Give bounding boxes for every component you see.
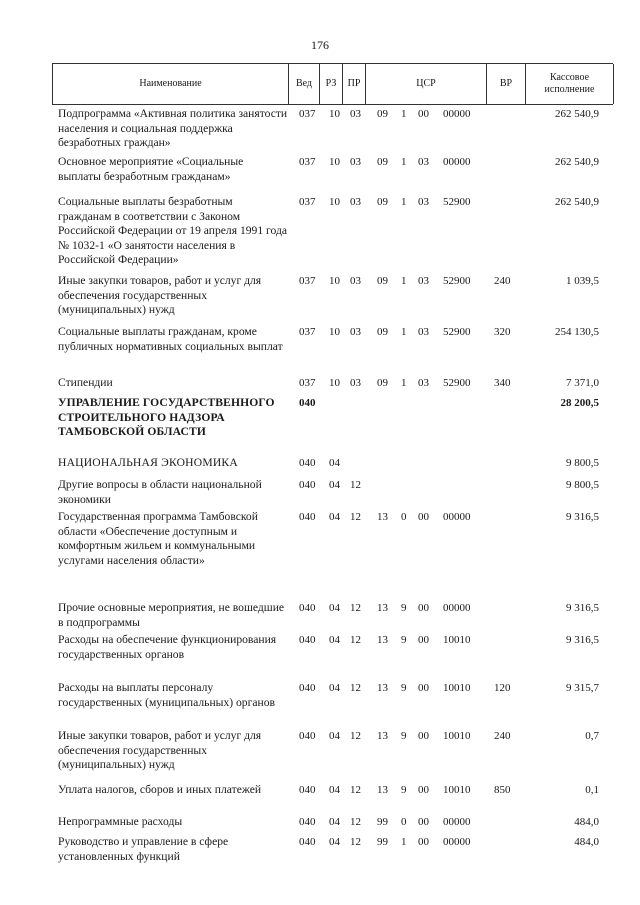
table-row — [52, 783, 613, 815]
cell-amount: 254 130,5 — [555, 326, 599, 338]
cell-c4: 00000 — [443, 511, 471, 523]
cell-vr: 340 — [494, 377, 511, 389]
table-row — [52, 396, 613, 456]
row-name: НАЦИОНАЛЬНАЯ ЭКОНОМИКА — [58, 456, 238, 469]
row-name: Социальные выплаты безработным гражданам в соответствии с Законом Российской Федерации от 19 апреля 1991 года № 1032-1 «О занятости населения в Российской Федерации» — [58, 195, 288, 266]
table-body — [52, 107, 613, 875]
cell-pr: 12 — [350, 602, 361, 614]
row-name: Уплата налогов, сборов и иных платежей — [58, 783, 262, 796]
cell-amount: 9 316,5 — [566, 634, 599, 646]
cell-pr: 03 — [350, 108, 361, 120]
cell-rz: 10 — [329, 326, 340, 338]
cell-c4: 00000 — [443, 108, 471, 120]
cell-c3: 00 — [418, 784, 429, 796]
row-name: Расходы на обеспечение функционирования государственных органов — [58, 633, 277, 661]
cell-c2: 0 — [401, 816, 407, 828]
cell-vr: 850 — [494, 784, 511, 796]
cell-c1: 99 — [377, 836, 388, 848]
cell-ved: 037 — [299, 275, 316, 287]
table-row — [52, 325, 613, 376]
cell-c2: 1 — [401, 836, 407, 848]
cell-rz: 04 — [329, 836, 340, 848]
cell-c3: 00 — [418, 511, 429, 523]
cell-c4: 10010 — [443, 682, 471, 694]
cell-rz: 04 — [329, 682, 340, 694]
header-rz: РЗ — [320, 64, 343, 104]
cell-ved: 037 — [299, 108, 316, 120]
cell-c2: 9 — [401, 602, 407, 614]
row-name: Непрограммные расходы — [58, 815, 183, 828]
cell-rz: 10 — [329, 196, 340, 208]
cell-amount: 9 800,5 — [566, 479, 599, 491]
table-row — [52, 510, 613, 601]
cell-amount: 7 371,0 — [566, 377, 599, 389]
table-row — [52, 478, 613, 510]
table-row — [52, 274, 613, 325]
cell-ved: 040 — [299, 784, 316, 796]
cell-vr: 120 — [494, 682, 511, 694]
cell-c4: 00000 — [443, 816, 471, 828]
cell-rz: 04 — [329, 784, 340, 796]
cell-pr: 03 — [350, 275, 361, 287]
cell-c4: 52900 — [443, 377, 471, 389]
cell-amount: 262 540,9 — [555, 156, 599, 168]
cell-c4: 10010 — [443, 784, 471, 796]
cell-amount: 484,0 — [574, 816, 599, 828]
cell-ved: 037 — [299, 196, 316, 208]
cell-c1: 09 — [377, 156, 388, 168]
cell-c1: 13 — [377, 602, 388, 614]
cell-pr: 03 — [350, 196, 361, 208]
cell-c2: 9 — [401, 682, 407, 694]
row-name: Прочие основные мероприятия, не вошедшие в подпрограммы — [58, 601, 285, 629]
row-name: Государственная программа Тамбовской области «Обеспечение доступным и комфортным жильем и коммунальными услугами населения области» — [58, 510, 258, 567]
table-row — [52, 376, 613, 396]
cell-c2: 1 — [401, 156, 407, 168]
cell-ved: 037 — [299, 326, 316, 338]
row-name: Расходы на выплаты персоналу государственных (муниципальных) органов — [58, 681, 275, 709]
cell-c3: 03 — [418, 156, 429, 168]
cell-c4: 52900 — [443, 196, 471, 208]
cell-rz: 04 — [329, 479, 340, 491]
cell-pr: 12 — [350, 836, 361, 848]
cell-ved: 040 — [299, 602, 316, 614]
cell-c4: 10010 — [443, 730, 471, 742]
cell-pr: 03 — [350, 326, 361, 338]
header-vr: ВР — [487, 64, 526, 104]
cell-rz: 04 — [329, 634, 340, 646]
cell-c1: 09 — [377, 326, 388, 338]
cell-c2: 9 — [401, 730, 407, 742]
cell-pr: 12 — [350, 479, 361, 491]
cell-c1: 13 — [377, 730, 388, 742]
cell-c2: 9 — [401, 784, 407, 796]
cell-c4: 00000 — [443, 156, 471, 168]
cell-c4: 52900 — [443, 326, 471, 338]
row-name: Подпрограмма «Активная политика занятости населения и социальная поддержка безработных граждан» — [58, 107, 288, 149]
cell-vr: 240 — [494, 275, 511, 287]
cell-amount: 0,1 — [585, 784, 599, 796]
cell-pr: 03 — [350, 156, 361, 168]
cell-pr: 12 — [350, 511, 361, 523]
cell-c4: 52900 — [443, 275, 471, 287]
cell-rz: 10 — [329, 156, 340, 168]
cell-c1: 09 — [377, 377, 388, 389]
cell-ved: 040 — [299, 511, 316, 523]
header-csr: ЦСР — [366, 64, 487, 104]
page-number: 176 — [311, 38, 329, 52]
cell-pr: 12 — [350, 634, 361, 646]
cell-ved: 040 — [299, 816, 316, 828]
cell-amount: 1 039,5 — [566, 275, 599, 287]
cell-c3: 00 — [418, 730, 429, 742]
cell-c1: 13 — [377, 511, 388, 523]
cell-ved: 040 — [299, 682, 316, 694]
table-row — [52, 815, 613, 835]
cell-amount: 9 316,5 — [566, 511, 599, 523]
table-row — [52, 835, 613, 875]
header-amount: Кассовое исполнение — [526, 64, 614, 104]
cell-c1: 09 — [377, 196, 388, 208]
cell-rz: 10 — [329, 275, 340, 287]
row-name: Социальные выплаты гражданам, кроме публичных нормативных социальных выплат — [58, 325, 283, 353]
cell-c1: 13 — [377, 634, 388, 646]
cell-ved: 040 — [299, 479, 316, 491]
row-name: Руководство и управление в сфере установленных функций — [58, 835, 229, 863]
cell-amount: 9 316,5 — [566, 602, 599, 614]
cell-c2: 1 — [401, 377, 407, 389]
cell-pr: 12 — [350, 730, 361, 742]
cell-c3: 03 — [418, 275, 429, 287]
row-name: УПРАВЛЕНИЕ ГОСУДАРСТВЕННОГО СТРОИТЕЛЬНОГО НАДЗОРА ТАМБОВСКОЙ ОБЛАСТИ — [58, 396, 275, 438]
header-pr: ПР — [343, 64, 366, 104]
cell-c1: 09 — [377, 108, 388, 120]
cell-vr: 240 — [494, 730, 511, 742]
row-name: Основное мероприятие «Социальные выплаты безработным гражданам» — [58, 155, 244, 183]
table-row — [52, 633, 613, 681]
cell-c3: 00 — [418, 602, 429, 614]
cell-c4: 00000 — [443, 836, 471, 848]
cell-ved: 040 — [299, 397, 316, 409]
cell-rz: 10 — [329, 108, 340, 120]
cell-c3: 03 — [418, 196, 429, 208]
cell-c1: 13 — [377, 784, 388, 796]
cell-c3: 00 — [418, 108, 429, 120]
cell-c3: 00 — [418, 634, 429, 646]
cell-rz: 10 — [329, 377, 340, 389]
table-row — [52, 681, 613, 729]
cell-c4: 00000 — [443, 602, 471, 614]
header-name: Наименование — [53, 64, 289, 104]
cell-ved: 040 — [299, 634, 316, 646]
cell-ved: 040 — [299, 730, 316, 742]
table-row — [52, 456, 613, 478]
cell-ved: 040 — [299, 836, 316, 848]
cell-c1: 99 — [377, 816, 388, 828]
cell-amount: 0,7 — [585, 730, 599, 742]
cell-c3: 00 — [418, 682, 429, 694]
table-row — [52, 155, 613, 195]
cell-c3: 00 — [418, 836, 429, 848]
header-ved: Вед — [289, 64, 320, 104]
cell-rz: 04 — [329, 602, 340, 614]
cell-c2: 9 — [401, 634, 407, 646]
cell-amount: 262 540,9 — [555, 196, 599, 208]
cell-rz: 04 — [329, 511, 340, 523]
table-row — [52, 107, 613, 155]
cell-c2: 0 — [401, 511, 407, 523]
cell-pr: 12 — [350, 682, 361, 694]
cell-pr: 12 — [350, 784, 361, 796]
row-name: Иные закупки товаров, работ и услуг для обеспечения государственных (муниципальных) нужд — [58, 274, 262, 316]
cell-c3: 03 — [418, 377, 429, 389]
table-row — [52, 195, 613, 274]
cell-c2: 1 — [401, 275, 407, 287]
cell-amount: 9 315,7 — [566, 682, 599, 694]
cell-amount: 262 540,9 — [555, 108, 599, 120]
cell-c1: 09 — [377, 275, 388, 287]
table-header — [52, 63, 613, 105]
cell-c2: 1 — [401, 108, 407, 120]
cell-amount: 28 200,5 — [560, 397, 599, 409]
cell-amount: 484,0 — [574, 836, 599, 848]
cell-rz: 04 — [329, 457, 340, 469]
cell-rz: 04 — [329, 816, 340, 828]
table-row — [52, 601, 613, 633]
cell-c1: 13 — [377, 682, 388, 694]
cell-ved: 040 — [299, 457, 316, 469]
cell-pr: 12 — [350, 816, 361, 828]
row-name: Другие вопросы в области национальной экономики — [58, 478, 262, 506]
cell-c3: 03 — [418, 326, 429, 338]
row-name: Иные закупки товаров, работ и услуг для обеспечения государственных (муниципальных) нужд — [58, 729, 262, 771]
cell-amount: 9 800,5 — [566, 457, 599, 469]
cell-ved: 037 — [299, 377, 316, 389]
cell-c4: 10010 — [443, 634, 471, 646]
cell-vr: 320 — [494, 326, 511, 338]
cell-c2: 1 — [401, 196, 407, 208]
cell-ved: 037 — [299, 156, 316, 168]
cell-c2: 1 — [401, 326, 407, 338]
cell-c3: 00 — [418, 816, 429, 828]
cell-pr: 03 — [350, 377, 361, 389]
table-row — [52, 729, 613, 783]
row-name: Стипендии — [58, 376, 113, 389]
cell-rz: 04 — [329, 730, 340, 742]
